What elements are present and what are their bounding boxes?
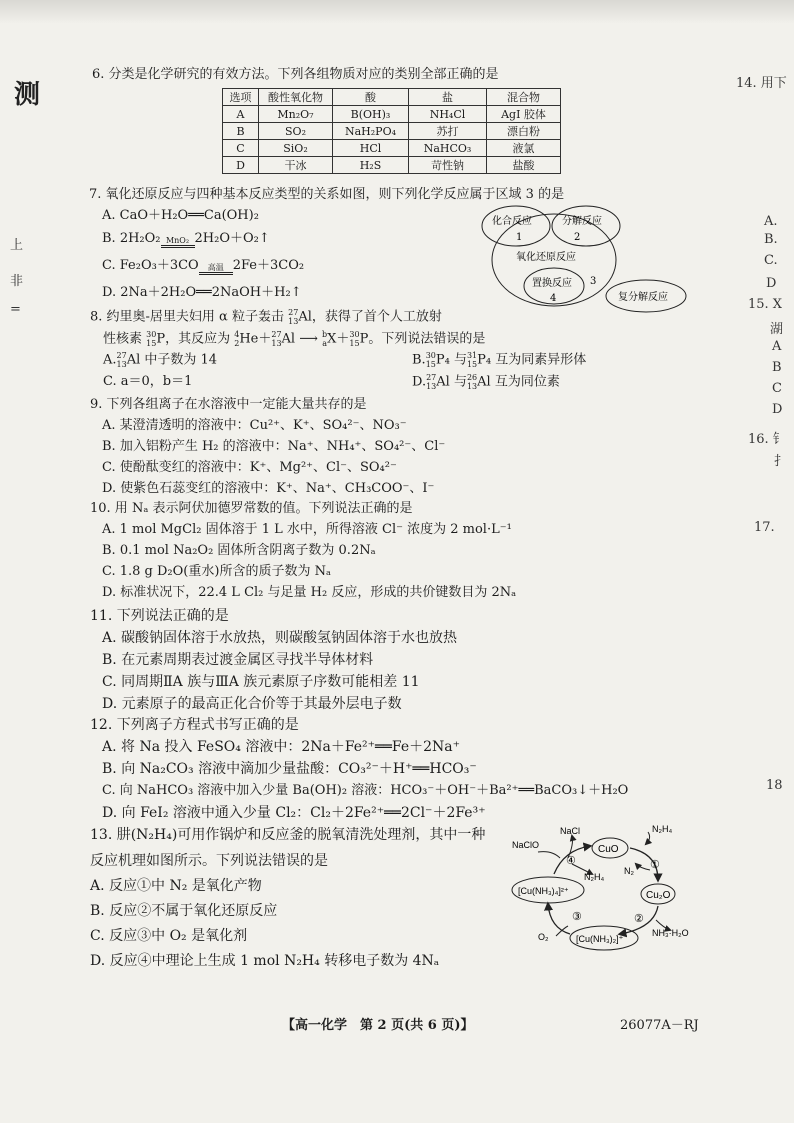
q10-stem: 10. 用 Nₐ 表示阿伏加德罗常数的值。下列说法正确的是 bbox=[90, 501, 413, 516]
svg-text:①: ① bbox=[650, 858, 660, 871]
q11-option-b: B. 在元素周期表过渡金属区寻找半导体材料 bbox=[102, 652, 374, 668]
q13-option-a: A. 反应①中 N₂ 是氧化产物 bbox=[90, 878, 262, 894]
q10-option-c: C. 1.8 g D₂O(重水)所含的质子数为 Nₐ bbox=[102, 564, 331, 579]
next-page-q15-b: B bbox=[772, 360, 782, 375]
table-cell: 苛性钠 bbox=[409, 157, 487, 174]
table-cell: HCl bbox=[333, 140, 409, 157]
double-label: 复分解反应 bbox=[618, 292, 668, 303]
q7-b-condition: MnO₂ bbox=[165, 236, 190, 245]
nuclide-al27: 27 13 bbox=[116, 351, 127, 369]
nuclide-p30: 30 15 bbox=[425, 351, 436, 369]
nuclide-al27: 27 13 bbox=[426, 373, 437, 391]
q9-stem: 9. 下列各组离子在水溶液中一定能大量共存的是 bbox=[90, 397, 367, 412]
q7-option-c bbox=[102, 257, 304, 275]
q7-option-a: A. CaO＋H₂O══Ca(OH)₂ bbox=[102, 208, 259, 223]
q13-stem-line1: 13. 肼(N₂H₄)可用作锅炉和反应釜的脱氧清洗处理剂，其中一种 bbox=[90, 827, 486, 843]
svg-text:[Cu(NH₃)₄]²⁺: [Cu(NH₃)₄]²⁺ bbox=[518, 886, 569, 896]
q10-option-b: B. 0.1 mol Na₂O₂ 固体所含阴离子数为 0.2Nₐ bbox=[102, 543, 376, 558]
svg-text:N₂H₄: N₂H₄ bbox=[652, 824, 673, 834]
q7-option-b bbox=[102, 230, 270, 248]
svg-text:NH₃·H₂O: NH₃·H₂O bbox=[652, 928, 689, 938]
reaction-arrow bbox=[161, 237, 195, 248]
next-page-q18: 18 bbox=[766, 778, 783, 793]
replace-label: 置换反应 bbox=[532, 278, 572, 289]
q11-option-c: C. 同周期ⅡA 族与ⅢA 族元素原子序数可能相差 11 bbox=[102, 674, 420, 690]
q12-option-b: B. 向 Na₂CO₃ 溶液中滴加少量盐酸：CO₃²⁻＋H⁺══HCO₃⁻ bbox=[102, 761, 477, 777]
q11-option-a: A. 碳酸钠固体溶于水放热，则碳酸氢钠固体溶于水也放热 bbox=[102, 630, 458, 646]
table-cell: SO₂ bbox=[259, 123, 333, 140]
q8-option-c: C. a＝0，b＝1 bbox=[103, 374, 193, 389]
table-cell: Mn₂O₇ bbox=[259, 106, 333, 123]
reaction-arrow bbox=[199, 264, 233, 275]
scan-top-edge bbox=[0, 0, 794, 24]
table-header-cell: 选项 bbox=[223, 89, 259, 106]
table-header-row bbox=[223, 89, 561, 106]
q10-option-d: D. 标准状况下，22.4 L Cl₂ 与足量 H₂ 反应，形成的共价键数目为 2Nₐ bbox=[102, 585, 517, 600]
svg-text:③: ③ bbox=[572, 910, 582, 923]
table-header-cell: 盐 bbox=[409, 89, 487, 106]
combine-label: 化合反应 bbox=[492, 216, 532, 227]
table-row bbox=[223, 140, 561, 157]
table-row bbox=[223, 106, 561, 123]
q7-c-reactants: C. Fe₂O₃＋3CO bbox=[102, 258, 199, 273]
nuclide-al26: 26 13 bbox=[466, 373, 478, 391]
svg-text:NaClO: NaClO bbox=[512, 840, 540, 850]
svg-text:NaCl: NaCl bbox=[560, 826, 581, 836]
next-page-q16: 16. 钅 bbox=[748, 432, 786, 447]
redox-label: 氧化还原反应 bbox=[516, 252, 576, 263]
svg-text:N₂: N₂ bbox=[624, 866, 634, 876]
q7-stem: 7. 氧化还原反应与四种基本反应类型的关系如图，则下列化学反应属于区域 3 的是 bbox=[89, 187, 565, 202]
decompose-label: 分解反应 bbox=[562, 216, 602, 227]
q8-option-a: A. 27 13 Al 中子数为 14 bbox=[103, 351, 218, 369]
q7-c-products: 2Fe＋3CO₂ bbox=[232, 258, 305, 273]
q7-b-products: 2H₂O＋O₂↑ bbox=[194, 231, 270, 246]
next-page-q14-c: C. bbox=[764, 253, 778, 268]
table-header-cell: 酸 bbox=[333, 89, 409, 106]
q9-option-d: D. 使紫色石蕊变红的溶液中：K⁺、Na⁺、CH₃COO⁻、I⁻ bbox=[102, 481, 435, 496]
next-page-q14: 14. 用下 bbox=[736, 76, 787, 91]
q13-option-c: C. 反应③中 O₂ 是氧化剂 bbox=[90, 928, 248, 944]
nuclide-x: b a bbox=[322, 330, 328, 348]
q7-c-condition: 高温 bbox=[207, 263, 224, 272]
table-cell: H₂S bbox=[333, 157, 409, 174]
n2h4-mechanism-diagram bbox=[508, 824, 718, 954]
q9-option-a: A. 某澄清透明的溶液中：Cu²⁺、K⁺、SO₄²⁻、NO₃⁻ bbox=[102, 418, 407, 433]
table-cell: C bbox=[223, 140, 259, 157]
next-page-q15-c: C bbox=[772, 381, 782, 396]
next-page-q15-d: D bbox=[772, 402, 783, 417]
svg-text:②: ② bbox=[634, 912, 644, 925]
nuclide-he4: 4 2 bbox=[234, 330, 240, 348]
table-cell: 液氯 bbox=[487, 140, 561, 157]
next-page-q16-stem: 扌 bbox=[774, 454, 788, 469]
next-page-q15-stem: 湖 bbox=[770, 322, 784, 337]
table-header-cell: 酸性氧化物 bbox=[259, 89, 333, 106]
margin-char-fei: 非 bbox=[10, 274, 24, 289]
q6-classification-table bbox=[222, 88, 561, 174]
table-cell: A bbox=[223, 106, 259, 123]
next-page-q17: 17. bbox=[754, 520, 775, 535]
next-page-q14-d: D bbox=[766, 276, 777, 291]
q7-b-reactants: B. 2H₂O₂ bbox=[102, 231, 161, 246]
q12-option-c: C. 向 NaHCO₃ 溶液中加入少量 Ba(OH)₂ 溶液：HCO₃⁻＋OH⁻＋Ba²⁺══BaCO₃↓＋H₂O bbox=[102, 783, 629, 798]
q9-option-b: B. 加入铝粉产生 H₂ 的溶液中：Na⁺、NH₄⁺、SO₄²⁻、Cl⁻ bbox=[102, 439, 446, 454]
table-cell: NaHCO₃ bbox=[409, 140, 487, 157]
region-4: 4 bbox=[550, 293, 557, 304]
q8-stem-line2: 性核素 30 15 P，其反应为 4 2 He＋ 27 13 Al ⟶ b a X＋ 30 15 P。下列说法错误的是 bbox=[103, 330, 486, 348]
svg-text:Cu₂O: Cu₂O bbox=[646, 890, 671, 901]
region-2: 2 bbox=[574, 232, 581, 243]
q7-option-d: D. 2Na＋2H₂O══2NaOH＋H₂↑ bbox=[102, 285, 302, 300]
table-cell: 漂白粉 bbox=[487, 123, 561, 140]
table-cell: 盐酸 bbox=[487, 157, 561, 174]
q6-stem: 6. 分类是化学研究的有效方法。下列各组物质对应的类别全部正确的是 bbox=[92, 67, 499, 82]
svg-text:CuO: CuO bbox=[598, 844, 619, 855]
q9-option-c: C. 使酚酞变红的溶液中：K⁺、Mg²⁺、Cl⁻、SO₄²⁻ bbox=[102, 460, 397, 475]
margin-char-shang: 上 bbox=[10, 238, 24, 253]
table-row bbox=[223, 123, 561, 140]
q13-option-b: B. 反应②不属于氧化还原反应 bbox=[90, 903, 278, 919]
table-cell: 干冰 bbox=[259, 157, 333, 174]
next-page-q14-a: A. bbox=[764, 214, 778, 229]
table-cell: 苏打 bbox=[409, 123, 487, 140]
reaction-type-venn-diagram bbox=[470, 204, 690, 314]
next-page-q15-a: A bbox=[772, 339, 782, 354]
step3-arrow bbox=[548, 904, 570, 934]
next-page-q15: 15. X bbox=[748, 297, 783, 312]
svg-text:[Cu(NH₃)₂]⁺: [Cu(NH₃)₂]⁺ bbox=[576, 934, 624, 944]
next-page-q14-b: B. bbox=[764, 232, 778, 247]
q8-option-d: D. 27 13 Al 与 26 13 Al 互为同位素 bbox=[412, 373, 560, 391]
table-cell: AgI 胶体 bbox=[487, 106, 561, 123]
q12-stem: 12. 下列离子方程式书写正确的是 bbox=[90, 717, 299, 733]
region-1: 1 bbox=[516, 232, 523, 243]
table-cell: NaH₂PO₄ bbox=[333, 123, 409, 140]
svg-text:O₂: O₂ bbox=[538, 932, 549, 942]
q8-option-b: B. 30 15 P₄ 与 31 15 P₄ 互为同素异形体 bbox=[412, 351, 587, 369]
table-cell: B(OH)₃ bbox=[333, 106, 409, 123]
nuclide-p31: 31 15 bbox=[466, 351, 478, 369]
nuclide-al27: 27 13 bbox=[271, 330, 282, 348]
q13-option-d: D. 反应④中理论上生成 1 mol N₂H₄ 转移电子数为 4Nₐ bbox=[90, 953, 440, 969]
svg-text:④: ④ bbox=[566, 854, 576, 867]
table-cell: NH₄Cl bbox=[409, 106, 487, 123]
table-row bbox=[223, 157, 561, 174]
table-cell: SiO₂ bbox=[259, 140, 333, 157]
q8-stem-line1: 8. 约里奥-居里夫妇用 α 粒子轰击 27 13 Al，获得了首个人工放射 bbox=[90, 308, 442, 326]
q13-stem-line2: 反应机理如图所示。下列说法错误的是 bbox=[90, 853, 328, 869]
q11-option-d: D. 元素原子的最高正化合价等于其最外层电子数 bbox=[102, 696, 402, 712]
region-3: 3 bbox=[590, 276, 597, 287]
q10-option-a: A. 1 mol MgCl₂ 固体溶于 1 L 水中，所得溶液 Cl⁻ 浓度为 2 mol·L⁻¹ bbox=[102, 522, 512, 537]
nuclide-p30: 30 15 bbox=[349, 330, 360, 348]
q12-option-a: A. 将 Na 投入 FeSO₄ 溶液中：2Na＋Fe²⁺══Fe＋2Na⁺ bbox=[102, 739, 461, 755]
page-footer-subject: 【高一化学 第 2 页(共 6 页)】 bbox=[282, 1018, 474, 1033]
q11-stem: 11. 下列说法正确的是 bbox=[90, 608, 229, 624]
svg-text:N₂H₄: N₂H₄ bbox=[584, 872, 605, 882]
nuclide-al27: 27 13 bbox=[288, 308, 299, 326]
nuclide-p30: 30 15 bbox=[146, 330, 157, 348]
page-footer-code: 26077A－RJ bbox=[620, 1018, 699, 1033]
table-cell: D bbox=[223, 157, 259, 174]
table-header-cell: 混合物 bbox=[487, 89, 561, 106]
table-cell: B bbox=[223, 123, 259, 140]
margin-char-ce: 测 bbox=[14, 80, 41, 110]
margin-char-dot: = bbox=[10, 302, 21, 317]
q12-option-d: D. 向 FeI₂ 溶液中通入少量 Cl₂：Cl₂＋2Fe²⁺══2Cl⁻＋2Fe³⁺ bbox=[102, 805, 486, 821]
